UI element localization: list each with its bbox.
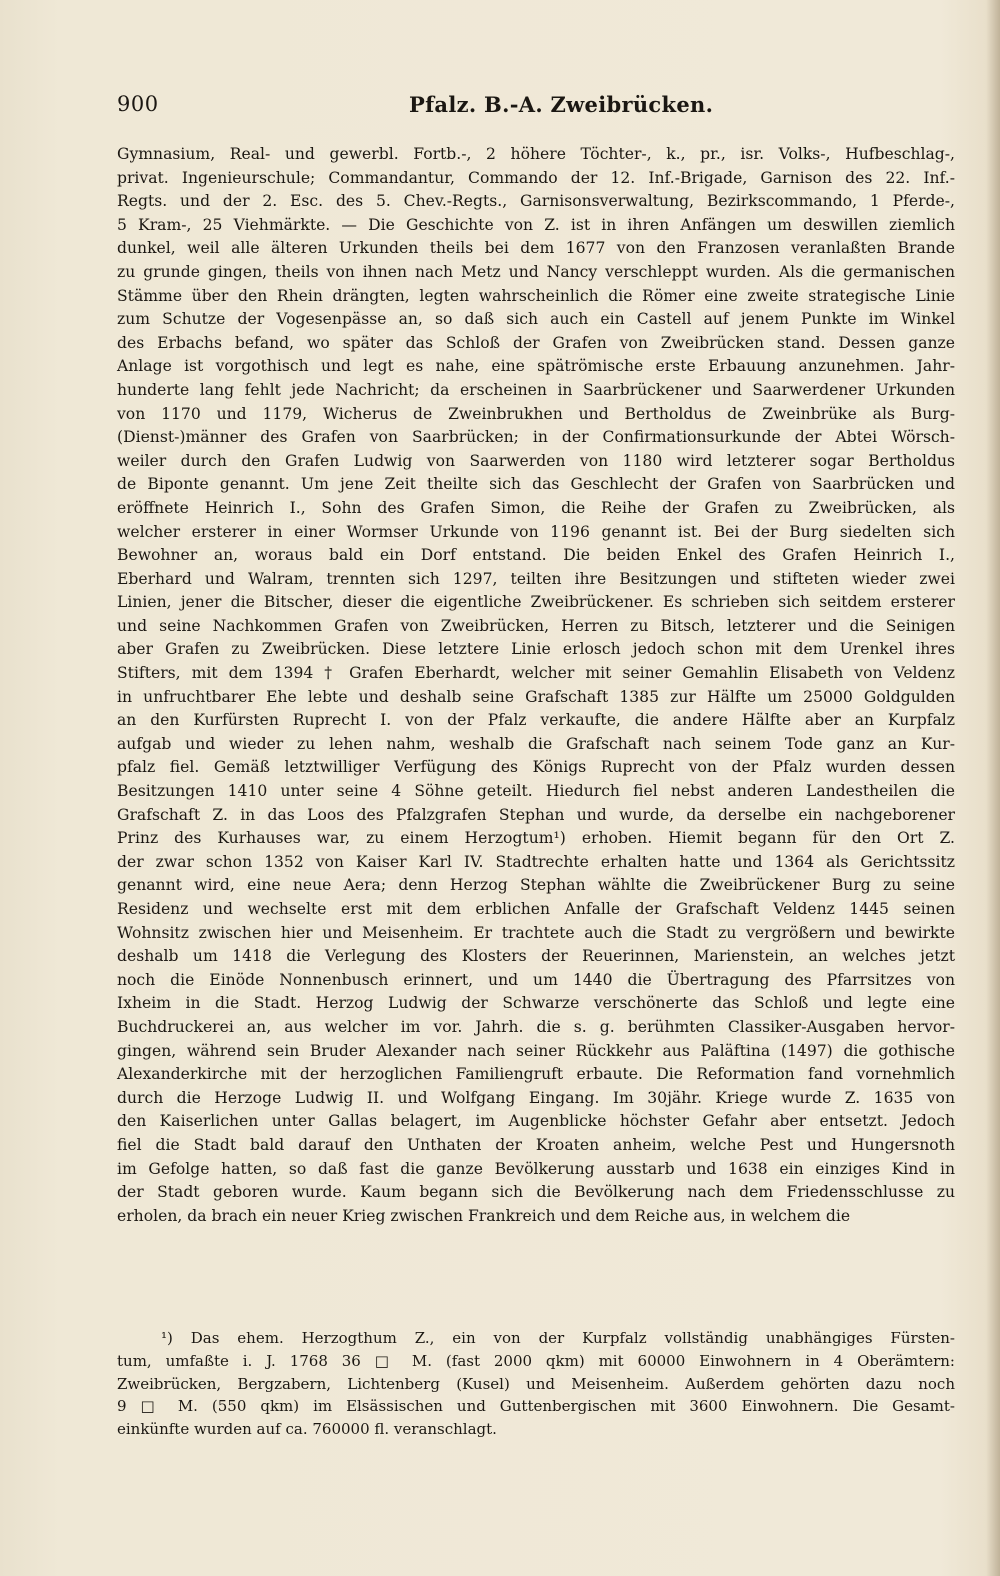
text-line: der Stadt geboren wurde. Kaum begann sich die Bevölkerung nach dem Friedensschlusse zu xyxy=(117,1183,955,1202)
text-line: eröffnete Heinrich I., Sohn des Grafen Simon, die Reihe der Grafen zu Zweibrücken, als xyxy=(117,498,955,517)
text-line: weiler durch den Grafen Ludwig von Saarwerden von 1180 wird letzterer sogar Bertholdus xyxy=(117,451,955,470)
text-line: Residenz und wechselte erst mit dem erblichen Anfalle der Grafschaft Veldenz 1445 seinen xyxy=(117,900,955,918)
page-header xyxy=(117,92,955,122)
page-number: 900 xyxy=(117,92,159,116)
text-line: pfalz fiel. Gemäß letztwilliger Verfügung des Königs Ruprecht von der Pfalz wurden dessen xyxy=(117,758,955,777)
text-line: privat. Ingenieurschule; Commandantur, Commando der 12. Inf.-Brigade, Garnison des 22. Inf.- xyxy=(117,168,955,187)
text-line: Ixheim in die Stadt. Herzog Ludwig der Schwarze verschönerte das Schloß und legte eine xyxy=(117,994,955,1013)
text-line: und seine Nachkommen Grafen von Zweibrücken, Herren zu Bitsch, letzterer und die Seinigen xyxy=(117,616,955,635)
text-line: zu grunde gingen, theils von ihnen nach Metz und Nancy verschleppt wurden. Als die germanischen xyxy=(117,262,955,281)
text-line: den Kaiserlichen unter Gallas belagert, im Augenblicke höchster Gefahr aber entsetzt. Jedoch xyxy=(117,1112,955,1131)
text-line: (Dienst-)männer des Grafen von Saarbrücken; in der Confirmationsurkunde der Abtei Wörsch- xyxy=(117,428,955,447)
text-line: im Gefolge hatten, so daß fast die ganze Bevölkerung ausstarb und 1638 ein einziges Kind in xyxy=(117,1159,955,1178)
text-line: welcher ersterer in einer Wormser Urkunde von 1196 genannt ist. Bei der Burg siedelten sich xyxy=(117,522,955,541)
footnote-line: tum, umfaßte i. J. 1768 36 □ M. (fast 2000 qkm) mit 60000 Einwohnern in 4 Oberämtern: xyxy=(117,1351,955,1370)
text-line: gingen, während sein Bruder Alexander nach seiner Rückkehr aus Paläftina (1497) die gothische xyxy=(117,1041,955,1060)
text-line: noch die Einöde Nonnenbusch erinnert, und um 1440 die Übertragung des Pfarrsitzes von xyxy=(117,970,955,989)
text-line: an den Kurfürsten Ruprecht I. von der Pfalz verkaufte, die andere Hälfte aber an Kurpfalz xyxy=(117,711,955,730)
text-line: fiel die Stadt bald darauf den Unthaten der Kroaten anheim, welche Pest und Hungersnoth xyxy=(117,1135,955,1154)
text-line: hunderte lang fehlt jede Nachricht; da erscheinen in Saarbrückener und Saarwerdener Urkunden xyxy=(117,380,955,399)
text-line: de Biponte genannt. Um jene Zeit theilte sich das Geschlecht der Grafen von Saarbrücken und xyxy=(117,475,955,494)
text-line: erholen, da brach ein neuer Krieg zwischen Frankreich und dem Reiche aus, in welchem die xyxy=(117,1206,851,1225)
text-line: in unfruchtbarer Ehe lebte und deshalb seine Grafschaft 1385 zur Hälfte um 25000 Goldgulden xyxy=(117,687,955,706)
text-line: der zwar schon 1352 von Kaiser Karl IV. Stadtrechte erhalten hatte und 1364 als Gerichtssitz xyxy=(117,852,955,871)
text-line: zum Schutze der Vogesenpässe an, so daß sich auch ein Castell auf jenem Punkte im Winkel xyxy=(117,310,955,329)
text-line: Linien, jener die Bitscher, dieser die eigentliche Zweibrückener. Es schrieben sich seitdem ersterer xyxy=(117,593,955,612)
text-line: Alexanderkirche mit der herzoglichen Familiengruft erbaute. Die Reformation fand vornehmlich xyxy=(117,1065,955,1084)
text-line: Regts. und der 2. Esc. des 5. Chev.-Regts., Garnisonsverwaltung, Bezirkscommando, 1 Pferde-, xyxy=(117,192,955,211)
text-line: Buchdruckerei an, aus welcher im vor. Jahrh. die s. g. berühmten Classiker-Ausgaben hervor- xyxy=(117,1017,955,1036)
footnote-line: 9 □ M. (550 qkm) im Elsässischen und Guttenbergischen mit 3600 Einwohnern. Die Gesamt- xyxy=(117,1397,955,1416)
text-line: genannt wird, eine neue Aera; denn Herzog Stephan wählte die Zweibrückener Burg zu seine xyxy=(117,876,955,895)
text-line: deshalb um 1418 die Verlegung des Klosters der Reuerinnen, Marienstein, an welches jetzt xyxy=(117,947,955,966)
page-edge-shadow xyxy=(986,0,1000,1576)
main-text xyxy=(117,143,955,1228)
text-line: Grafschaft Z. in das Loos des Pfalzgrafen Stephan und wurde, da derselbe ein nachgeborener xyxy=(117,805,955,824)
text-line: Anlage ist vorgothisch und legt es nahe, eine spätrömische erste Erbauung anzunehmen. Jahr- xyxy=(117,357,955,376)
text-line: Prinz des Kurhauses war, zu einem Herzogtum¹) erhoben. Hiemit begann für den Ort Z. xyxy=(117,829,955,848)
footnote-line: ¹) Das ehem. Herzogthum Z., ein von der Kurpfalz vollständig unabhängiges Fürsten- xyxy=(161,1329,955,1347)
text-line: Eberhard und Walram, trennten sich 1297, teilten ihre Besitzungen und stifteten wieder zwei xyxy=(117,569,955,588)
text-line: Bewohner an, woraus bald ein Dorf entstand. Die beiden Enkel des Grafen Heinrich I., xyxy=(117,546,955,565)
footnote-block xyxy=(117,1327,955,1441)
footnote-line: Zweibrücken, Bergzabern, Lichtenberg (Kusel) und Meisenheim. Außerdem gehörten dazu noch xyxy=(117,1374,955,1393)
text-line: durch die Herzoge Ludwig II. und Wolfgang Eingang. Im 30jähr. Kriege wurde Z. 1635 von xyxy=(117,1088,955,1107)
footnote-line: einkünfte wurden auf ca. 760000 fl. veranschlagt. xyxy=(117,1420,497,1439)
running-head: Pfalz. B.-A. Zweibrücken. xyxy=(409,92,714,117)
text-line: von 1170 und 1179, Wicherus de Zweinbrukhen und Bertholdus de Zweinbrüke als Burg- xyxy=(117,404,955,423)
text-line: Wohnsitz zwischen hier und Meisenheim. Er trachtete auch die Stadt zu vergrößern und bewirkte xyxy=(117,923,955,942)
text-line: Stämme über den Rhein drängten, legten wahrscheinlich die Römer eine zweite strategische Linie xyxy=(117,286,955,305)
text-line: Stifters, mit dem 1394 † Grafen Eberhardt, welcher mit seiner Gemahlin Elisabeth von Veldenz xyxy=(117,664,955,683)
text-line: 5 Kram-, 25 Viehmärkte. — Die Geschichte von Z. ist in ihren Anfängen um deswillen ziemlich xyxy=(117,215,955,234)
text-line: aber Grafen zu Zweibrücken. Diese letztere Linie erlosch jedoch schon mit dem Urenkel ihres xyxy=(117,640,955,659)
text-line: aufgab und wieder zu lehen nahm, weshalb die Grafschaft nach seinem Tode ganz an Kur- xyxy=(117,734,955,753)
text-line: Gymnasium, Real- und gewerbl. Fortb.-, 2 höhere Töchter-, k., pr., isr. Volks-, Hufbeschlag-, xyxy=(117,145,955,163)
text-line: dunkel, weil alle älteren Urkunden theils bei dem 1677 von den Franzosen veranlaßten Brande xyxy=(117,239,955,258)
text-line: Besitzungen 1410 unter seine 4 Söhne geteilt. Hiedurch fiel nebst anderen Landestheilen die xyxy=(117,782,955,801)
text-line: des Erbachs befand, wo später das Schloß der Grafen von Zweibrücken stand. Dessen ganze xyxy=(117,333,955,352)
